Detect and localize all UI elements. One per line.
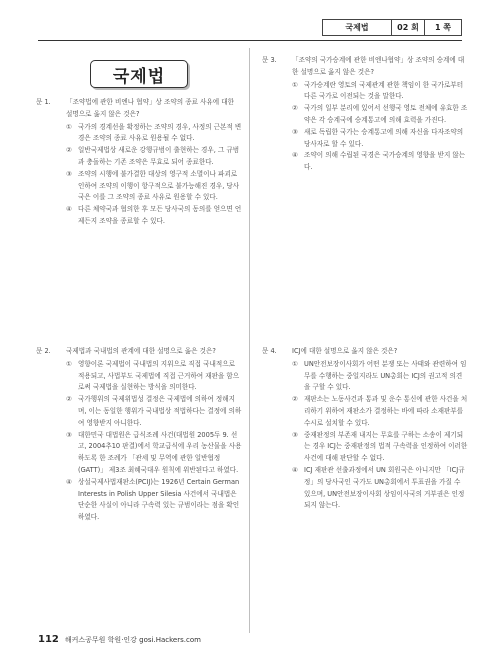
question-3 <box>262 55 468 174</box>
choice-text: 일반국제법상 새로운 강행규범이 출현하는 경우, 그 규범과 충돌하는 기존 조약은 무효로 되어 종료한다. <box>78 146 240 166</box>
subject-title: 국제법 <box>90 60 188 88</box>
choice-item[interactable] <box>292 103 468 127</box>
choice-text: ICJ 재판관 선출과정에서 UN 회원국은 아니지만 「ICJ규정」의 당사국인 국가도 UN총회에서 투표권을 가질 수 있으며, UN안전보장이사회 상임이사국의 거부권은 인정되지 않는다. <box>304 465 465 510</box>
footer-text: 해커스공무원 학원·인강 gosi.Hackers.com <box>64 636 201 644</box>
choice-list <box>262 80 468 174</box>
choice-text: UN안전보장이사회가 어떤 분쟁 또는 사태와 관련하여 임무를 수행하는 중일지라도 UN총회는 ICJ의 권고적 의견을 구할 수 있다. <box>304 359 467 392</box>
choice-item[interactable] <box>292 80 468 104</box>
choice-list <box>36 359 242 524</box>
choice-item[interactable] <box>66 204 242 228</box>
choice-item[interactable] <box>66 394 242 429</box>
choice-item[interactable] <box>292 394 468 429</box>
choice-item[interactable] <box>66 477 242 524</box>
choice-number: ④ <box>292 151 298 160</box>
question-4 <box>262 346 468 512</box>
question-stem <box>36 346 242 358</box>
choice-number: ② <box>66 146 72 155</box>
choice-number: ③ <box>66 430 72 439</box>
choice-number: ④ <box>292 465 298 474</box>
choice-item[interactable] <box>66 430 242 477</box>
choice-text: 영향이론 국제법이 국내법의 지위으로 직접 국내적으로 적용되고, 사법부도 국제법에 직접 근거하여 재판을 함으로써 국제법을 실현하는 방식을 의미한다. <box>78 359 240 392</box>
header-rule <box>38 40 462 41</box>
choice-text: 조약이 의해 수립된 국경은 국가승계의 영향을 받지 않는다. <box>304 151 466 172</box>
choice-item[interactable] <box>292 359 468 394</box>
header-round: 02 회 <box>392 19 425 36</box>
question-text: 「조약법에 관한 비엔나 협약」상 조약의 종료 사유에 대한 설명으로 옳지 않은 것은? <box>66 98 234 118</box>
question-number: 문 1. <box>36 98 51 106</box>
choice-number: ① <box>292 359 298 368</box>
question-stem <box>262 55 468 79</box>
choice-text: 중재판정의 부존재 내지는 무효를 구하는 소송이 제기되는 경우 ICJ는 중재판정의 법적 구속력을 인정하여 이러한 사건에 대해 판단할 수 없다. <box>304 430 468 463</box>
choice-number: ④ <box>66 205 72 214</box>
choice-list <box>36 122 242 228</box>
question-number: 문 3. <box>262 56 277 64</box>
question-1 <box>36 97 242 228</box>
question-number: 문 2. <box>36 347 51 355</box>
page-footer <box>38 634 201 645</box>
choice-text: 다른 체약국과 협의한 후 모든 당사국의 동의를 얻으면 언제든지 조약을 종료할 수 있다. <box>78 205 242 225</box>
header-subject: 국제법 <box>322 19 392 36</box>
choice-number: ② <box>66 395 72 404</box>
choice-item[interactable] <box>66 145 242 169</box>
choice-list <box>262 359 468 512</box>
column-divider <box>249 48 250 633</box>
question-number: 문 4. <box>262 347 277 355</box>
question-stem <box>36 97 242 121</box>
choice-number: ③ <box>292 430 298 439</box>
choice-number: ① <box>66 359 72 368</box>
question-text: 「조약의 국가승계에 관한 비엔나협약」상 조약의 승계에 대한 설명으로 옳지 않은 것은? <box>292 56 465 76</box>
choice-text: 상설국제사법재판소(PCIJ)는 1926년 Certain German Interests in Polish Upper Silesia 사건에서 국내법은 단순한 사실이 아니라 구속력 있는 규범이라는 점을 확인하였다. <box>78 477 240 522</box>
choice-item[interactable] <box>292 465 468 512</box>
choice-text: 조약의 시행에 불가결한 대상의 영구적 소멸이나 파괴로 인하여 조약의 이행이 항구적으로 불가능해진 경우, 당사국은 이를 그 조약의 종료 사유로 원용할 수 있다. <box>78 169 240 202</box>
question-stem <box>262 346 468 358</box>
choice-item[interactable] <box>66 122 242 146</box>
choice-text: 재판소는 노동사건과 통과 및 운수 통신에 관한 사건을 처리하기 위하여 재판소가 결정하는 바에 따라 소재판부를 수시로 설치할 수 있다. <box>304 395 468 427</box>
question-text: ICJ에 대한 설명으로 옳지 않은 것은? <box>292 347 398 355</box>
header-page-label: 1 쪽 <box>425 19 462 36</box>
choice-item[interactable] <box>292 430 468 465</box>
choice-number: ④ <box>66 477 72 486</box>
choice-number: ③ <box>292 127 298 136</box>
page-number: 112 <box>38 634 59 645</box>
choice-number: ② <box>292 104 298 113</box>
choice-item[interactable] <box>292 150 468 174</box>
choice-item[interactable] <box>292 127 468 151</box>
choice-number: ① <box>292 80 298 89</box>
choice-text: 국가행위의 국제위법성 결정은 국제법에 의하여 정해지며, 이는 동일한 행위가 국내법상 적법하다는 결정에 의하여 영향받지 아니한다. <box>78 395 242 427</box>
choice-text: 대한민국 대법원은 급식조례 사건(대법원 2005두 9. 선고, 2004추10 판결)에서 학교급식에 우리 농산물을 사용하도록 한 조례가 「관세 및 무역에 관한 일반협정(GATT)」 제3조 최혜국대우 원칙에 위반된다고 하였다. <box>78 430 242 474</box>
choice-item[interactable] <box>66 359 242 394</box>
choice-number: ③ <box>66 169 72 178</box>
choice-text: 새로 독립한 국가는 승계통고에 의해 자신을 다자조약의 당사자로 할 수 있다. <box>304 127 464 148</box>
question-2 <box>36 346 242 524</box>
choice-text: 국가승계란 영토의 국제관계 관한 책임이 한 국가로부터 다른 국가로 이전되는 것을 말한다. <box>304 80 464 101</box>
header-tabs <box>322 19 462 36</box>
choice-item[interactable] <box>66 169 242 204</box>
question-text: 국제법과 국내법의 관계에 대한 설명으로 옳은 것은? <box>66 347 216 355</box>
choice-number: ② <box>292 395 298 404</box>
choice-text: 국가의 일부 분리에 있어서 선행국 영토 전체에 유효한 조약은 각 승계국에 승계통고에 의해 효력을 가진다. <box>304 104 468 124</box>
choice-number: ① <box>66 122 72 131</box>
choice-text: 국가의 경계선을 확정하는 조약의 경우, 사정의 근본적 변경은 조약의 종료 사유로 원용될 수 없다. <box>78 122 242 143</box>
